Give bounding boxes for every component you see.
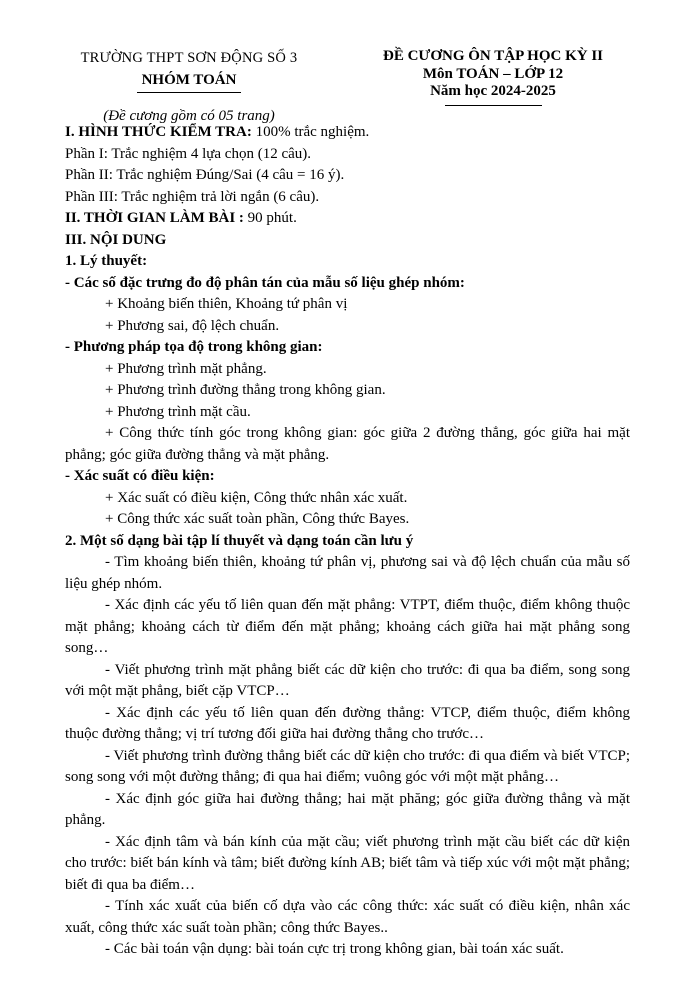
section-format-label: I. HÌNH THỨC KIỂM TRA: <box>65 124 252 140</box>
exercise-item: - Viết phương trình mặt phẳng biết các dữ kiện cho trước: đi qua ba điểm, song song với một mặt phẳng, biết cặp VTCP… <box>65 661 630 699</box>
theory-item: + Phương trình đường thẳng trong không gian. <box>105 382 386 398</box>
section-content-label: III. NỘI DUNG <box>65 231 167 248</box>
exercise-item: - Xác định tâm và bán kính của mặt cầu; viết phương trình mặt cầu biết các dữ kiện cho trước: biết bán kính và tâm; biết đường kính AB; biết tâm và tiếp xúc với một mặt phẳng; biết đi qua ba điểm… <box>65 833 630 893</box>
section-format-value: 100% trắc nghiệm. <box>255 124 370 140</box>
school-name: TRƯỜNG THPT SƠN ĐỘNG SỐ 3 <box>80 50 298 66</box>
document-title: ĐỀ CƯƠNG ÔN TẬP HỌC KỲ II <box>382 48 604 64</box>
exercise-item: - Tính xác xuất của biến cố dựa vào các công thức: xác suất có điều kiện, nhân xác xuất, công thức xác suất toàn phần; công thức Bayes.. <box>65 898 630 936</box>
exercise-item: - Xác định các yếu tố liên quan đến đường thẳng: VTCP, điểm thuộc, điểm không thuộc đường thẳng; vị trí tương đối giữa hai đường thẳng cho trước… <box>65 704 630 742</box>
exercises-heading: 2. Một số dạng bài tập lí thuyết và dạng toán cần lưu ý <box>65 532 414 549</box>
school-block <box>60 48 318 128</box>
exercise-item: - Xác định các yếu tố liên quan đến mặt phẳng: VTPT, điểm thuộc, điểm không thuộc mặt phẳng; khoảng cách từ điểm đến mặt phẳng; khoảng cách giữa hai mặt phẳng song song… <box>65 597 630 656</box>
exam-part-3: Phần III: Trắc nghiệm trả lời ngắn (6 câu). <box>65 188 320 205</box>
section-duration-value: 90 phút. <box>247 210 297 226</box>
theory-group-1-title: - Các số đặc trưng đo độ phân tán của mẫu số liệu ghép nhóm: <box>65 274 465 291</box>
theory-group-2-title: - Phương pháp tọa độ trong không gian: <box>65 339 323 355</box>
department-name: NHÓM TOÁN <box>137 70 242 94</box>
pages-note: (Đề cương gồm có 05 trang) <box>103 108 275 124</box>
exercise-item: - Tìm khoảng biến thiên, khoảng tứ phân vị, phương sai và độ lệch chuẩn của mẫu số liệu ghép nhóm. <box>65 554 630 592</box>
subject-line: Môn TOÁN – LỚP 12 <box>422 65 564 82</box>
theory-group-3-title: - Xác suất có điều kiện: <box>65 468 215 484</box>
section-duration-label: II. THỜI GIAN LÀM BÀI : <box>65 210 244 226</box>
exam-part-2: Phần II: Trắc nghiệm Đúng/Sai (4 câu = 16 ý). <box>65 167 345 183</box>
theory-item: + Công thức xác suất toàn phần, Công thức Bayes. <box>105 511 410 527</box>
document-body <box>65 122 630 961</box>
theory-item: + Khoảng biến thiên, Khoảng tứ phân vị <box>105 296 348 312</box>
title-underline <box>445 105 542 106</box>
theory-heading: 1. Lý thuyết: <box>65 253 148 269</box>
theory-item: + Công thức tính góc trong không gian: góc giữa 2 đường thẳng, góc giữa hai mặt phẳng; góc giữa đường thẳng và mặt phẳng. <box>65 425 630 463</box>
exam-part-1: Phần I: Trắc nghiệm 4 lựa chọn (12 câu). <box>65 145 311 162</box>
exercise-item: - Các bài toán vận dụng: bài toán cực trị trong không gian, bài toán xác suất. <box>105 941 564 957</box>
exercise-item: - Xác định góc giữa hai đường thẳng; hai mặt phăng; góc giữa đường thẳng và mặt phẳng. <box>65 790 630 828</box>
theory-item: + Phương trình mặt phẳng. <box>105 360 267 377</box>
section-format-line <box>65 122 630 144</box>
title-block <box>358 48 628 106</box>
theory-item: + Phương sai, độ lệch chuẩn. <box>105 317 280 334</box>
theory-item: + Phương trình mặt cầu. <box>105 403 251 420</box>
theory-item: + Xác suất có điều kiện, Công thức nhân xác xuất. <box>105 489 408 506</box>
section-duration-line <box>65 208 630 230</box>
school-year: Năm học 2024-2025 <box>430 83 556 99</box>
department-row <box>60 70 318 94</box>
exercise-item: - Viết phương trình đường thẳng biết các dữ kiện cho trước: đi qua điểm và biết VTCP; song song với một đường thẳng; đi qua hai điểm; vuông góc với một mặt phẳng… <box>65 747 630 785</box>
